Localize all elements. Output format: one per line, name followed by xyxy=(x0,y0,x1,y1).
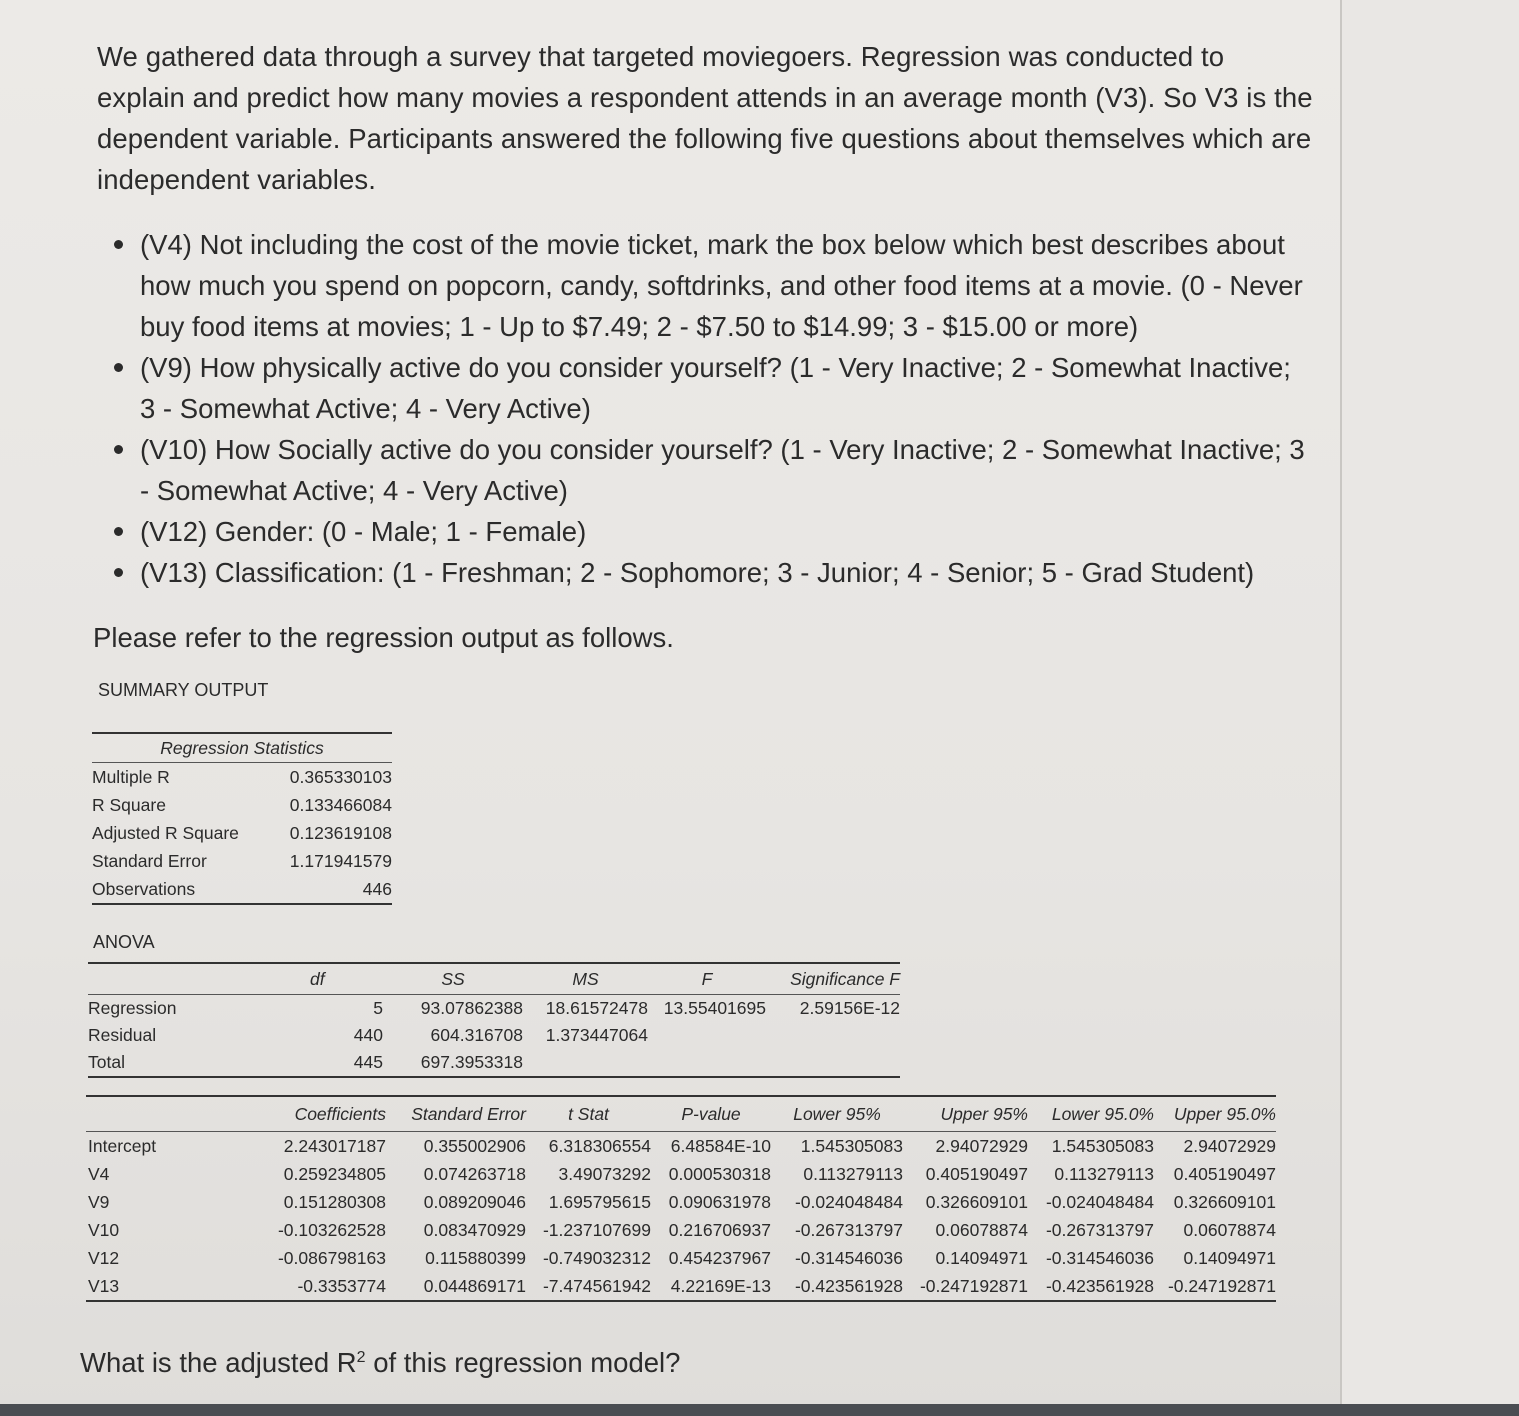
column-header: SS xyxy=(383,963,523,995)
refer-text: Please refer to the regression output as follows. xyxy=(93,622,674,653)
f-cell: 13.55401695 xyxy=(663,998,766,1018)
row-label: V12 xyxy=(88,1247,120,1268)
significance-cell xyxy=(766,1022,900,1049)
table-row xyxy=(92,819,392,847)
lower-95-0-cell: 0.113279113 xyxy=(1054,1163,1154,1184)
significance-cell: 2.59156E-12 xyxy=(799,998,900,1018)
intro-paragraph: We gathered data through a survey that targeted moviegoers. Regression was conducted to explain and predict how many movies a respondent attends in an average month (V3). So V3 is the dependent variable. Participants answered the following five questions about themselves which are independent variables. xyxy=(97,41,1313,195)
standard-error-cell: 0.115880399 xyxy=(425,1247,526,1268)
lower-95-cell: -0.423561928 xyxy=(794,1275,903,1296)
t-stat-cell: 1.695795615 xyxy=(548,1191,651,1212)
lower-95-0-cell: -0.267313797 xyxy=(1045,1219,1154,1240)
right-margin-panel xyxy=(1340,0,1519,1416)
coefficient-cell: 0.151280308 xyxy=(283,1191,386,1212)
upper-95-cell: 0.06078874 xyxy=(935,1219,1028,1240)
column-header: t Stat xyxy=(526,1096,651,1132)
row-label: V13 xyxy=(88,1275,120,1296)
column-header: F xyxy=(648,963,766,995)
stat-value: 0.123619108 xyxy=(289,822,392,843)
p-value-cell: 0.454237967 xyxy=(668,1247,771,1268)
upper-95-0-cell: -0.247192871 xyxy=(1167,1275,1276,1296)
table-row xyxy=(86,1188,1276,1216)
regression-statistics-table xyxy=(92,732,392,905)
ms-cell: 1.373447064 xyxy=(545,1025,648,1045)
ms-cell: 18.61572478 xyxy=(545,998,648,1018)
f-cell xyxy=(648,1022,766,1049)
coefficient-cell: 0.259234805 xyxy=(283,1163,386,1184)
table-row xyxy=(86,1160,1276,1188)
table-row xyxy=(92,847,392,875)
lower-95-0-cell: -0.024048484 xyxy=(1045,1191,1154,1212)
column-header: MS xyxy=(523,963,648,995)
coefficient-cell: -0.103262528 xyxy=(277,1219,386,1240)
f-cell xyxy=(648,1049,766,1077)
stat-label: Standard Error xyxy=(92,850,207,871)
table-row xyxy=(86,1272,1276,1301)
p-value-cell: 0.090631978 xyxy=(668,1191,771,1212)
t-stat-cell: -7.474561942 xyxy=(542,1275,651,1296)
table-row xyxy=(92,763,392,792)
coefficient-cell: 2.243017187 xyxy=(283,1135,386,1156)
row-label: Intercept xyxy=(88,1135,157,1156)
anova-title: ANOVA xyxy=(93,932,155,952)
stat-value: 1.171941579 xyxy=(289,850,392,871)
standard-error-cell: 0.355002906 xyxy=(423,1135,526,1156)
anova-table xyxy=(88,962,900,1078)
row-label: Residual xyxy=(88,1025,157,1045)
coefficient-cell: -0.3353774 xyxy=(297,1275,386,1296)
stat-value: 446 xyxy=(362,878,392,899)
column-header: Lower 95.0% xyxy=(1028,1096,1154,1132)
question-after: of this regression model? xyxy=(365,1347,681,1379)
stat-label: Adjusted R Square xyxy=(92,822,239,843)
upper-95-0-cell: 0.326609101 xyxy=(1173,1191,1276,1212)
upper-95-0-cell: 0.06078874 xyxy=(1183,1219,1276,1240)
column-header: Upper 95% xyxy=(903,1096,1028,1132)
summary-output-title: SUMMARY OUTPUT xyxy=(98,680,269,700)
variable-list xyxy=(112,224,1312,593)
upper-95-0-cell: 0.14094971 xyxy=(1183,1247,1276,1268)
df-cell: 440 xyxy=(353,1025,383,1045)
lower-95-cell: -0.267313797 xyxy=(794,1219,903,1240)
upper-95-cell: -0.247192871 xyxy=(919,1275,1028,1296)
row-label: V4 xyxy=(88,1163,110,1184)
ss-cell: 604.316708 xyxy=(430,1025,523,1045)
upper-95-0-cell: 0.405190497 xyxy=(1173,1163,1276,1184)
stat-label: Observations xyxy=(92,878,196,899)
row-label: Total xyxy=(88,1052,125,1072)
standard-error-cell: 0.074263718 xyxy=(423,1163,526,1184)
lower-95-cell: 1.545305083 xyxy=(800,1135,903,1156)
standard-error-cell: 0.089209046 xyxy=(423,1191,526,1212)
t-stat-cell: -0.749032312 xyxy=(542,1247,651,1268)
p-value-cell: 0.000530318 xyxy=(668,1163,771,1184)
ss-cell: 697.3953318 xyxy=(420,1052,523,1072)
df-cell: 445 xyxy=(353,1052,383,1072)
column-header: Coefficients xyxy=(266,1096,386,1132)
list-item-v9: (V9) How physically active do you consider yourself? (1 - Very Inactive; 2 - Somewhat Inactive; 3 - Somewhat Active; 4 - Very Active) xyxy=(112,347,1312,429)
p-value-cell: 0.216706937 xyxy=(668,1219,771,1240)
question-text xyxy=(80,1337,680,1383)
table-row xyxy=(86,1132,1276,1161)
column-header: Lower 95% xyxy=(771,1096,903,1132)
df-cell: 5 xyxy=(373,998,383,1018)
table-row xyxy=(86,1244,1276,1272)
ms-cell xyxy=(523,1049,648,1077)
table-row xyxy=(86,1216,1276,1244)
bottom-edge xyxy=(0,1404,1519,1416)
p-value-cell: 4.22169E-13 xyxy=(670,1275,771,1296)
row-label: V10 xyxy=(88,1219,120,1240)
lower-95-cell: -0.024048484 xyxy=(794,1191,903,1212)
list-item-v10: (V10) How Socially active do you consider yourself? (1 - Very Inactive; 2 - Somewhat Inactive; 3 - Somewhat Active; 4 - Very Active) xyxy=(112,429,1312,511)
column-header: Standard Error xyxy=(386,1096,526,1132)
coefficient-cell: -0.086798163 xyxy=(277,1247,386,1268)
column-header: P-value xyxy=(651,1096,771,1132)
t-stat-cell: -1.237107699 xyxy=(542,1219,651,1240)
column-header: df xyxy=(268,963,383,995)
column-header xyxy=(86,1096,266,1132)
regression-statistics-header: Regression Statistics xyxy=(92,733,392,763)
lower-95-0-cell: 1.545305083 xyxy=(1051,1135,1154,1156)
question-before: What is the adjusted R xyxy=(80,1347,357,1379)
standard-error-cell: 0.044869171 xyxy=(423,1275,526,1296)
column-header: Significance F xyxy=(766,963,900,995)
coefficients-table xyxy=(86,1095,1276,1302)
upper-95-cell: 0.405190497 xyxy=(925,1163,1028,1184)
upper-95-cell: 0.326609101 xyxy=(925,1191,1028,1212)
ss-cell: 93.07862388 xyxy=(420,998,523,1018)
column-header: Upper 95.0% xyxy=(1154,1096,1276,1132)
row-label: V9 xyxy=(88,1191,110,1212)
significance-cell xyxy=(766,1049,900,1077)
table-row xyxy=(88,1022,900,1049)
list-item-v4: (V4) Not including the cost of the movie ticket, mark the box below which best describes about how much you spend on popcorn, candy, softdrinks, and other food items at a movie. (0 - Never buy food items at movies; 1 - Up to $7.49; 2 - $7.50 to $14.99; 3 - $15.00 or more) xyxy=(112,224,1312,347)
lower-95-0-cell: -0.423561928 xyxy=(1045,1275,1154,1296)
stat-label: R Square xyxy=(92,794,166,815)
stat-value: 0.365330103 xyxy=(289,766,392,787)
table-row xyxy=(92,791,392,819)
table-row xyxy=(92,875,392,904)
stat-value: 0.133466084 xyxy=(289,794,392,815)
p-value-cell: 6.48584E-10 xyxy=(670,1135,771,1156)
question-superscript: 2 xyxy=(356,1349,366,1366)
lower-95-cell: -0.314546036 xyxy=(794,1247,903,1268)
upper-95-cell: 0.14094971 xyxy=(935,1247,1028,1268)
row-label: Regression xyxy=(88,998,177,1018)
standard-error-cell: 0.083470929 xyxy=(423,1219,526,1240)
table-row xyxy=(88,995,900,1023)
upper-95-cell: 2.94072929 xyxy=(935,1135,1028,1156)
list-item-v13: (V13) Classification: (1 - Freshman; 2 - Sophomore; 3 - Junior; 4 - Senior; 5 - Grad Student) xyxy=(112,552,1312,593)
t-stat-cell: 3.49073292 xyxy=(558,1163,651,1184)
lower-95-0-cell: -0.314546036 xyxy=(1045,1247,1154,1268)
list-item-v12: (V12) Gender: (0 - Male; 1 - Female) xyxy=(112,511,1312,552)
t-stat-cell: 6.318306554 xyxy=(548,1135,651,1156)
column-header xyxy=(88,963,268,995)
table-row xyxy=(88,1049,900,1077)
stat-label: Multiple R xyxy=(92,766,170,787)
lower-95-cell: 0.113279113 xyxy=(803,1163,903,1184)
upper-95-0-cell: 2.94072929 xyxy=(1183,1135,1276,1156)
